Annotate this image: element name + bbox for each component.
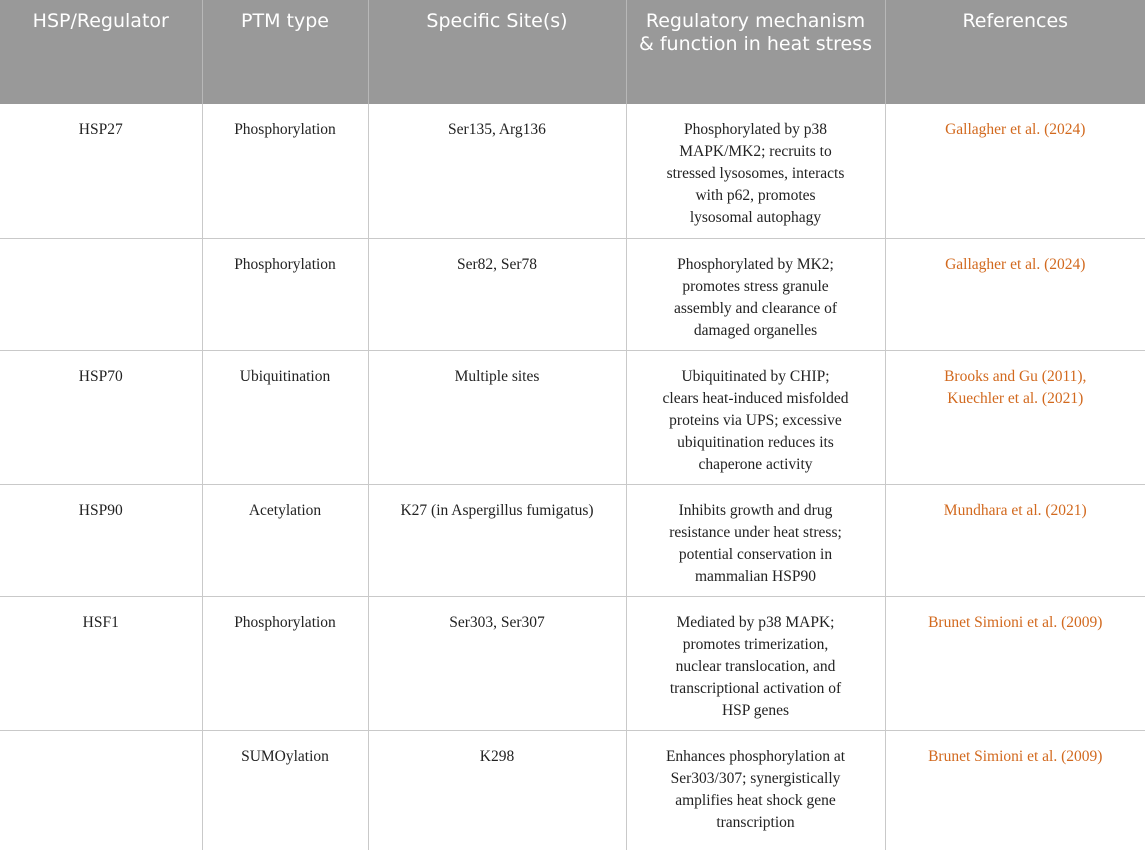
cell-sites: K298 — [368, 730, 626, 850]
reference-link[interactable]: Gallagher et al. (2024) — [945, 121, 1086, 138]
table-row — [0, 350, 1145, 484]
cell-mechanism: Phosphorylated by MK2; promotes stress granule assembly and clearance of damaged organelles — [626, 238, 885, 350]
cell-ptm-type: Acetylation — [202, 484, 368, 596]
cell-regulator: HSP27 — [0, 104, 202, 238]
cell-mechanism: Ubiquitinated by CHIP; clears heat-induced misfolded proteins via UPS; excessive ubiquitination reduces its chaperone activity — [626, 350, 885, 484]
cell-sites: Ser135, Arg136 — [368, 104, 626, 238]
cell-mechanism: Enhances phosphorylation at Ser303/307; synergistically amplifies heat shock gene transcription — [626, 730, 885, 850]
cell-ptm-type: Phosphorylation — [202, 238, 368, 350]
table-row — [0, 596, 1145, 730]
cell-references — [885, 596, 1145, 730]
cell-ptm-type: Phosphorylation — [202, 104, 368, 238]
cell-ptm-type: SUMOylation — [202, 730, 368, 850]
cell-regulator: HSP90 — [0, 484, 202, 596]
header-regulator: HSP/Regulator — [0, 0, 202, 104]
cell-references — [885, 350, 1145, 484]
cell-ptm-type: Phosphorylation — [202, 596, 368, 730]
table-row — [0, 730, 1145, 850]
cell-mechanism: Inhibits growth and drug resistance under heat stress; potential conservation in mammalian HSP90 — [626, 484, 885, 596]
reference-link[interactable]: Gallagher et al. (2024) — [945, 255, 1086, 273]
table-row — [0, 484, 1145, 596]
cell-regulator — [0, 730, 202, 850]
table-row — [0, 238, 1145, 350]
table-header-row — [0, 0, 1145, 104]
cell-mechanism: Mediated by p38 MAPK; promotes trimerization, nuclear translocation, and transcriptional activation of HSP genes — [626, 596, 885, 730]
header-sites: Specific Site(s) — [368, 0, 626, 104]
reference-link[interactable]: Brunet Simioni et al. (2009) — [928, 747, 1103, 765]
cell-sites: K27 (in Aspergillus fumigatus) — [368, 484, 626, 596]
cell-references — [885, 104, 1145, 238]
table-row — [0, 104, 1145, 238]
cell-regulator: HSP70 — [0, 350, 202, 484]
reference-link[interactable]: Brunet Simioni et al. (2009) — [928, 613, 1103, 631]
cell-references — [885, 730, 1145, 850]
cell-sites: Multiple sites — [368, 350, 626, 484]
reference-link[interactable]: Mundhara et al. (2021) — [943, 501, 1087, 519]
cell-sites: Ser303, Ser307 — [368, 596, 626, 730]
cell-references — [885, 238, 1145, 350]
cell-ptm-type: Ubiquitination — [202, 350, 368, 484]
reference-link[interactable]: Brooks and Gu (2011), — [944, 367, 1087, 385]
cell-regulator: HSF1 — [0, 596, 202, 730]
header-ptm-type: PTM type — [202, 0, 368, 104]
cell-sites: Ser82, Ser78 — [368, 238, 626, 350]
cell-regulator — [0, 238, 202, 350]
header-mechanism: Regulatory mechanism & function in heat stress — [626, 0, 885, 104]
cell-mechanism: Phosphorylated by p38 MAPK/MK2; recruits to stressed lysosomes, interacts with p62, promotes lysosomal autophagy — [626, 104, 885, 238]
header-references: References — [885, 0, 1145, 104]
reference-link[interactable]: Kuechler et al. (2021) — [947, 389, 1084, 407]
cell-references — [885, 484, 1145, 596]
